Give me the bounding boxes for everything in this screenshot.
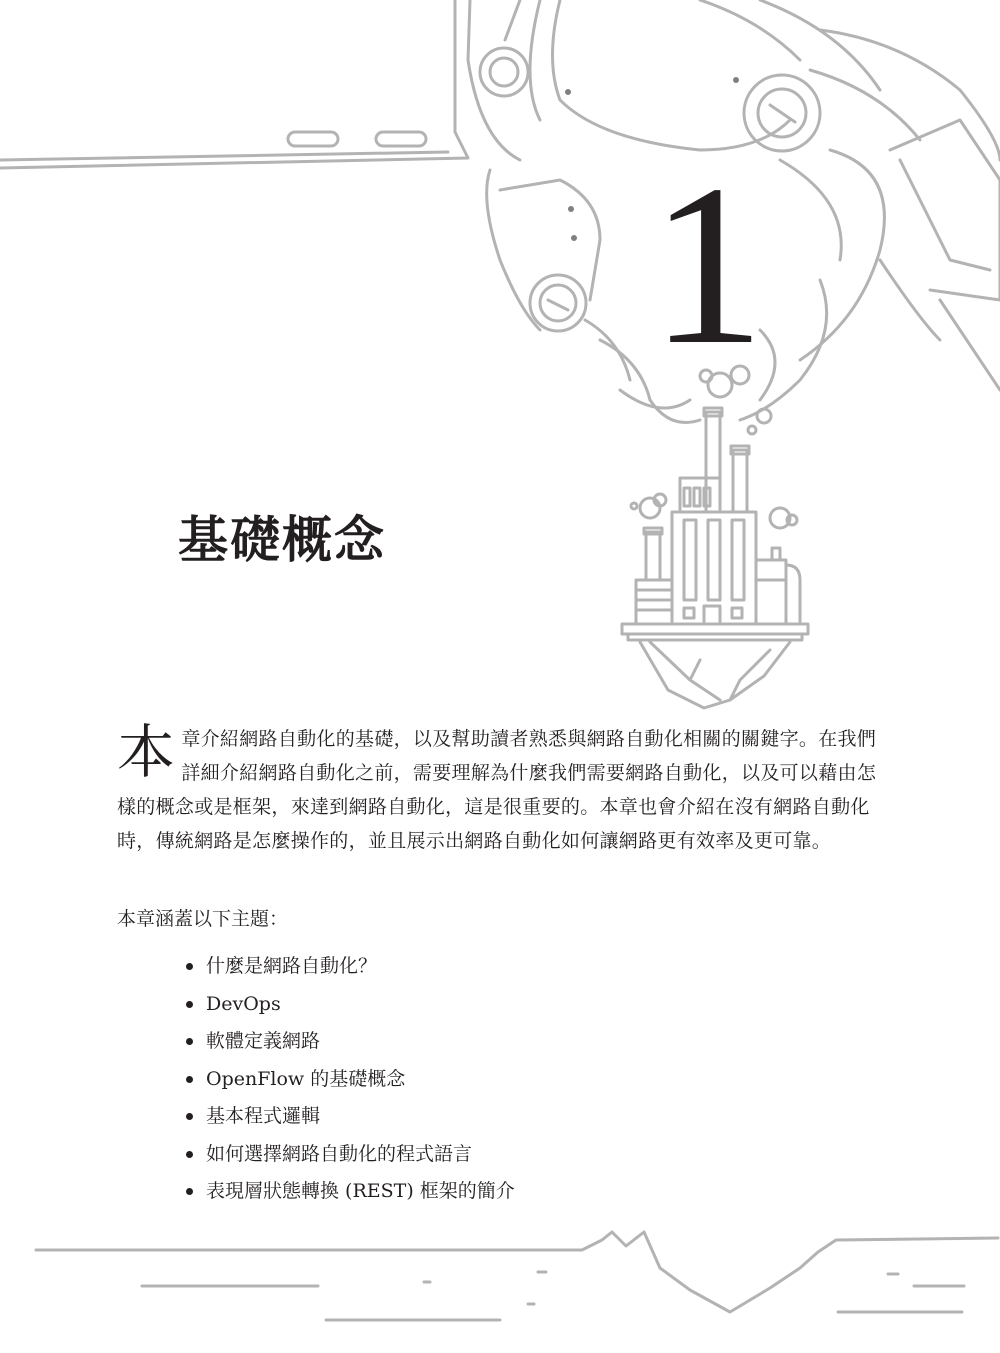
list-item (186, 1098, 515, 1136)
topic-text: 什麼是網路自動化？ (206, 955, 378, 977)
topics-intro-label: 本章涵蓋以下主題： (117, 908, 289, 930)
intro-text: 章介紹網路自動化的基礎，以及幫助讀者熟悉與網路自動化相關的關鍵字。在我們詳細介紹網路自動化之前，需要理解為什麼我們需要網路自動化，以及可以藉由怎樣的概念或是框架，來達到網路自動化，這是很重要的。本章也會介紹在沒有網路自動化時，傳統網路是怎麼操作的，並且展示出網路自動化如何讓網路更有效率及更可靠。 (117, 728, 877, 852)
chapter-number: 1 (650, 137, 765, 392)
list-item (186, 1023, 515, 1061)
chapter-title: 基礎概念 (178, 511, 386, 569)
intro-paragraph (117, 718, 887, 858)
topic-text: 表現層狀態轉換 (REST) 框架的簡介 (206, 1180, 515, 1202)
bullet-icon (186, 1076, 193, 1083)
topic-text: OpenFlow 的基礎概念 (206, 1067, 406, 1090)
factory-island-graphic (622, 408, 808, 708)
list-item (186, 1061, 515, 1099)
list-item (186, 1173, 515, 1211)
bottom-horizon-graphic (36, 1232, 998, 1320)
top-bar-graphic (0, 0, 468, 168)
bullet-icon (186, 1038, 193, 1045)
list-item (186, 1136, 515, 1174)
topic-text: 如何選擇網路自動化的程式語言 (206, 1142, 473, 1165)
bullet-icon (186, 1113, 193, 1120)
bullet-icon (186, 1188, 193, 1195)
topic-text: 軟體定義網路 (206, 1030, 321, 1052)
list-item (186, 948, 515, 986)
bullet-icon (186, 1151, 193, 1158)
topic-text: DevOps (206, 992, 281, 1015)
topic-text: 基本程式邏輯 (206, 1105, 321, 1127)
list-item (186, 986, 515, 1024)
topics-list (186, 948, 515, 1211)
drop-cap: 本 (117, 718, 176, 786)
bullet-icon (186, 963, 193, 970)
bullet-icon (186, 1001, 193, 1008)
